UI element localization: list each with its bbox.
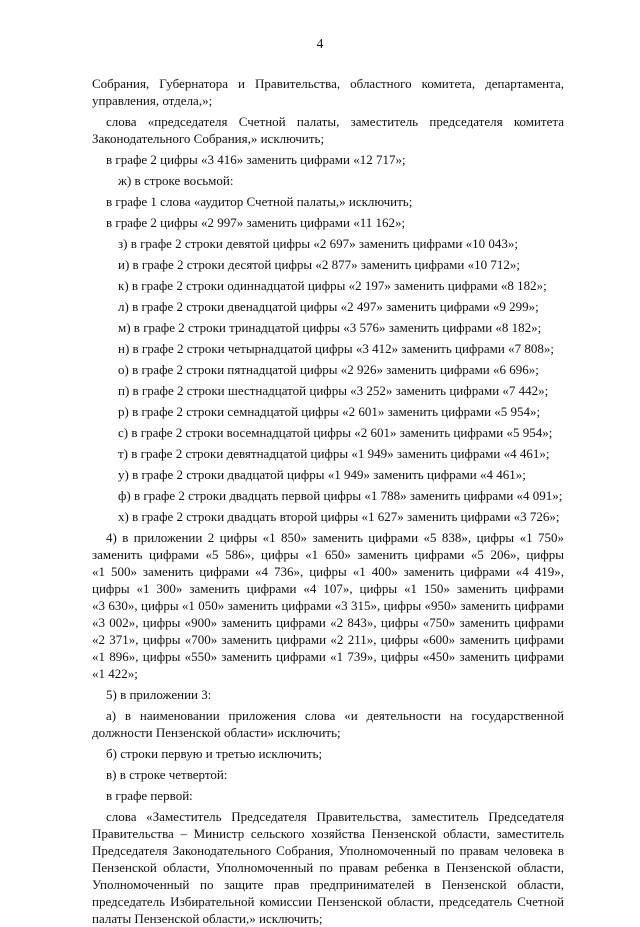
- text-line: 5) в приложении 3:: [106, 687, 212, 702]
- text-line: Законодательного Собрания,» исключить;: [92, 131, 325, 146]
- text-line: н) в графе 2 строки четырнадцатой цифры «3 412» заменить цифрами «7 808»;: [118, 341, 554, 356]
- document-body: [92, 75, 564, 927]
- text-line: в графе 2 цифры «3 416» заменить цифрами «12 717»;: [106, 152, 406, 167]
- text-line: Уполномоченный по защите прав предпринимателей в Пензенской области,: [92, 877, 564, 892]
- text-line: с) в графе 2 строки восемнадцатой цифры «2 601» заменить цифрами «5 954»;: [118, 425, 553, 440]
- text-line: Собрания, Губернатора и Правительства, областного комитета, департамента,: [92, 76, 564, 91]
- text-line: заменить цифрами «5 586», цифры «1 650» заменить цифрами «5 206», цифры: [92, 547, 564, 562]
- text-line: в) в строке четвертой:: [106, 767, 228, 782]
- text-line: в графе 1 слова «аудитор Счетной палаты,» исключить;: [106, 194, 413, 209]
- text-line: «3 630», цифры «1 050» заменить цифрами «3 315», цифры «950» заменить цифрами: [92, 598, 564, 613]
- text-line: м) в графе 2 строки тринадцатой цифры «3 576» заменить цифрами «8 182»;: [118, 320, 542, 335]
- text-line: цифры «1 300» заменить цифрами «4 107», цифры «1 150» заменить цифрами: [92, 581, 564, 596]
- text-line: л) в графе 2 строки двенадцатой цифры «2 497» заменить цифрами «9 299»;: [118, 299, 539, 314]
- text-line: к) в графе 2 строки одиннадцатой цифры «2 197» заменить цифрами «8 182»;: [118, 278, 547, 293]
- text-line: ф) в графе 2 строки двадцать первой цифры «1 788» заменить цифрами «4 091»;: [118, 488, 563, 503]
- text-line: р) в графе 2 строки семнадцатой цифры «2 601» заменить цифрами «5 954»;: [118, 404, 541, 419]
- text-line: в графе 2 цифры «2 997» заменить цифрами «11 162»;: [106, 215, 406, 230]
- text-line: п) в графе 2 строки шестнадцатой цифры «3 252» заменить цифрами «7 442»;: [118, 383, 549, 398]
- text-line: х) в графе 2 строки двадцать второй цифры «1 627» заменить цифрами «3 726»;: [118, 509, 560, 524]
- text-line: «2 371», цифры «700» заменить цифрами «2 211», цифры «600» заменить цифрами: [92, 632, 564, 647]
- text-line: управления, отдела,»;: [92, 93, 213, 108]
- text-line: Председателя Законодательного Собрания, Уполномоченный по правам человека в: [92, 843, 564, 858]
- text-line: «3 002», цифры «900» заменить цифрами «2 843», цифры «750» заменить цифрами: [92, 615, 564, 630]
- text-line: б) строки первую и третью исключить;: [106, 746, 323, 761]
- text-line: «1 500» заменить цифрами «4 736», цифры «1 400» заменить цифрами «4 419»,: [92, 564, 564, 579]
- text-line: ж) в строке восьмой:: [118, 173, 234, 188]
- text-line: о) в графе 2 строки пятнадцатой цифры «2 926» заменить цифрами «6 696»;: [118, 362, 539, 377]
- text-line: 4) в приложении 2 цифры «1 850» заменить цифрами «5 838», цифры «1 750»: [106, 530, 564, 545]
- text-line: у) в графе 2 строки двадцатой цифры «1 949» заменить цифрами «4 461»;: [118, 467, 526, 482]
- text-line: и) в графе 2 строки десятой цифры «2 877» заменить цифрами «10 712»;: [118, 257, 520, 272]
- text-line: в графе первой:: [106, 788, 193, 803]
- text-line: з) в графе 2 строки девятой цифры «2 697» заменить цифрами «10 043»;: [118, 236, 518, 251]
- text-line: а) в наименовании приложения слова «и деятельности на государственной: [106, 708, 564, 723]
- text-line: палаты Пензенской области,» исключить;: [92, 911, 323, 926]
- text-line: Правительства – Министр сельского хозяйства Пензенской области, заместитель: [92, 826, 564, 841]
- text-line: должности Пензенской области» исключить;: [92, 725, 341, 740]
- text-line: Пензенской области, Уполномоченный по правам ребенка в Пензенской области,: [92, 860, 564, 875]
- text-line: т) в графе 2 строки девятнадцатой цифры «1 949» заменить цифрами «4 461»;: [118, 446, 550, 461]
- page-number: 4: [316, 36, 324, 51]
- text-line: «1 422»;: [92, 666, 138, 681]
- text-line: председатель Избирательной комиссии Пензенской области, председатель Счетной: [92, 894, 564, 909]
- text-line: слова «председателя Счетной палаты, заместитель председателя комитета: [106, 114, 564, 129]
- text-line: «1 896», цифры «550» заменить цифрами «1 739», цифры «450» заменить цифрами: [92, 649, 564, 664]
- text-line: слова «Заместитель Председателя Правительства, заместитель Председателя: [106, 809, 564, 824]
